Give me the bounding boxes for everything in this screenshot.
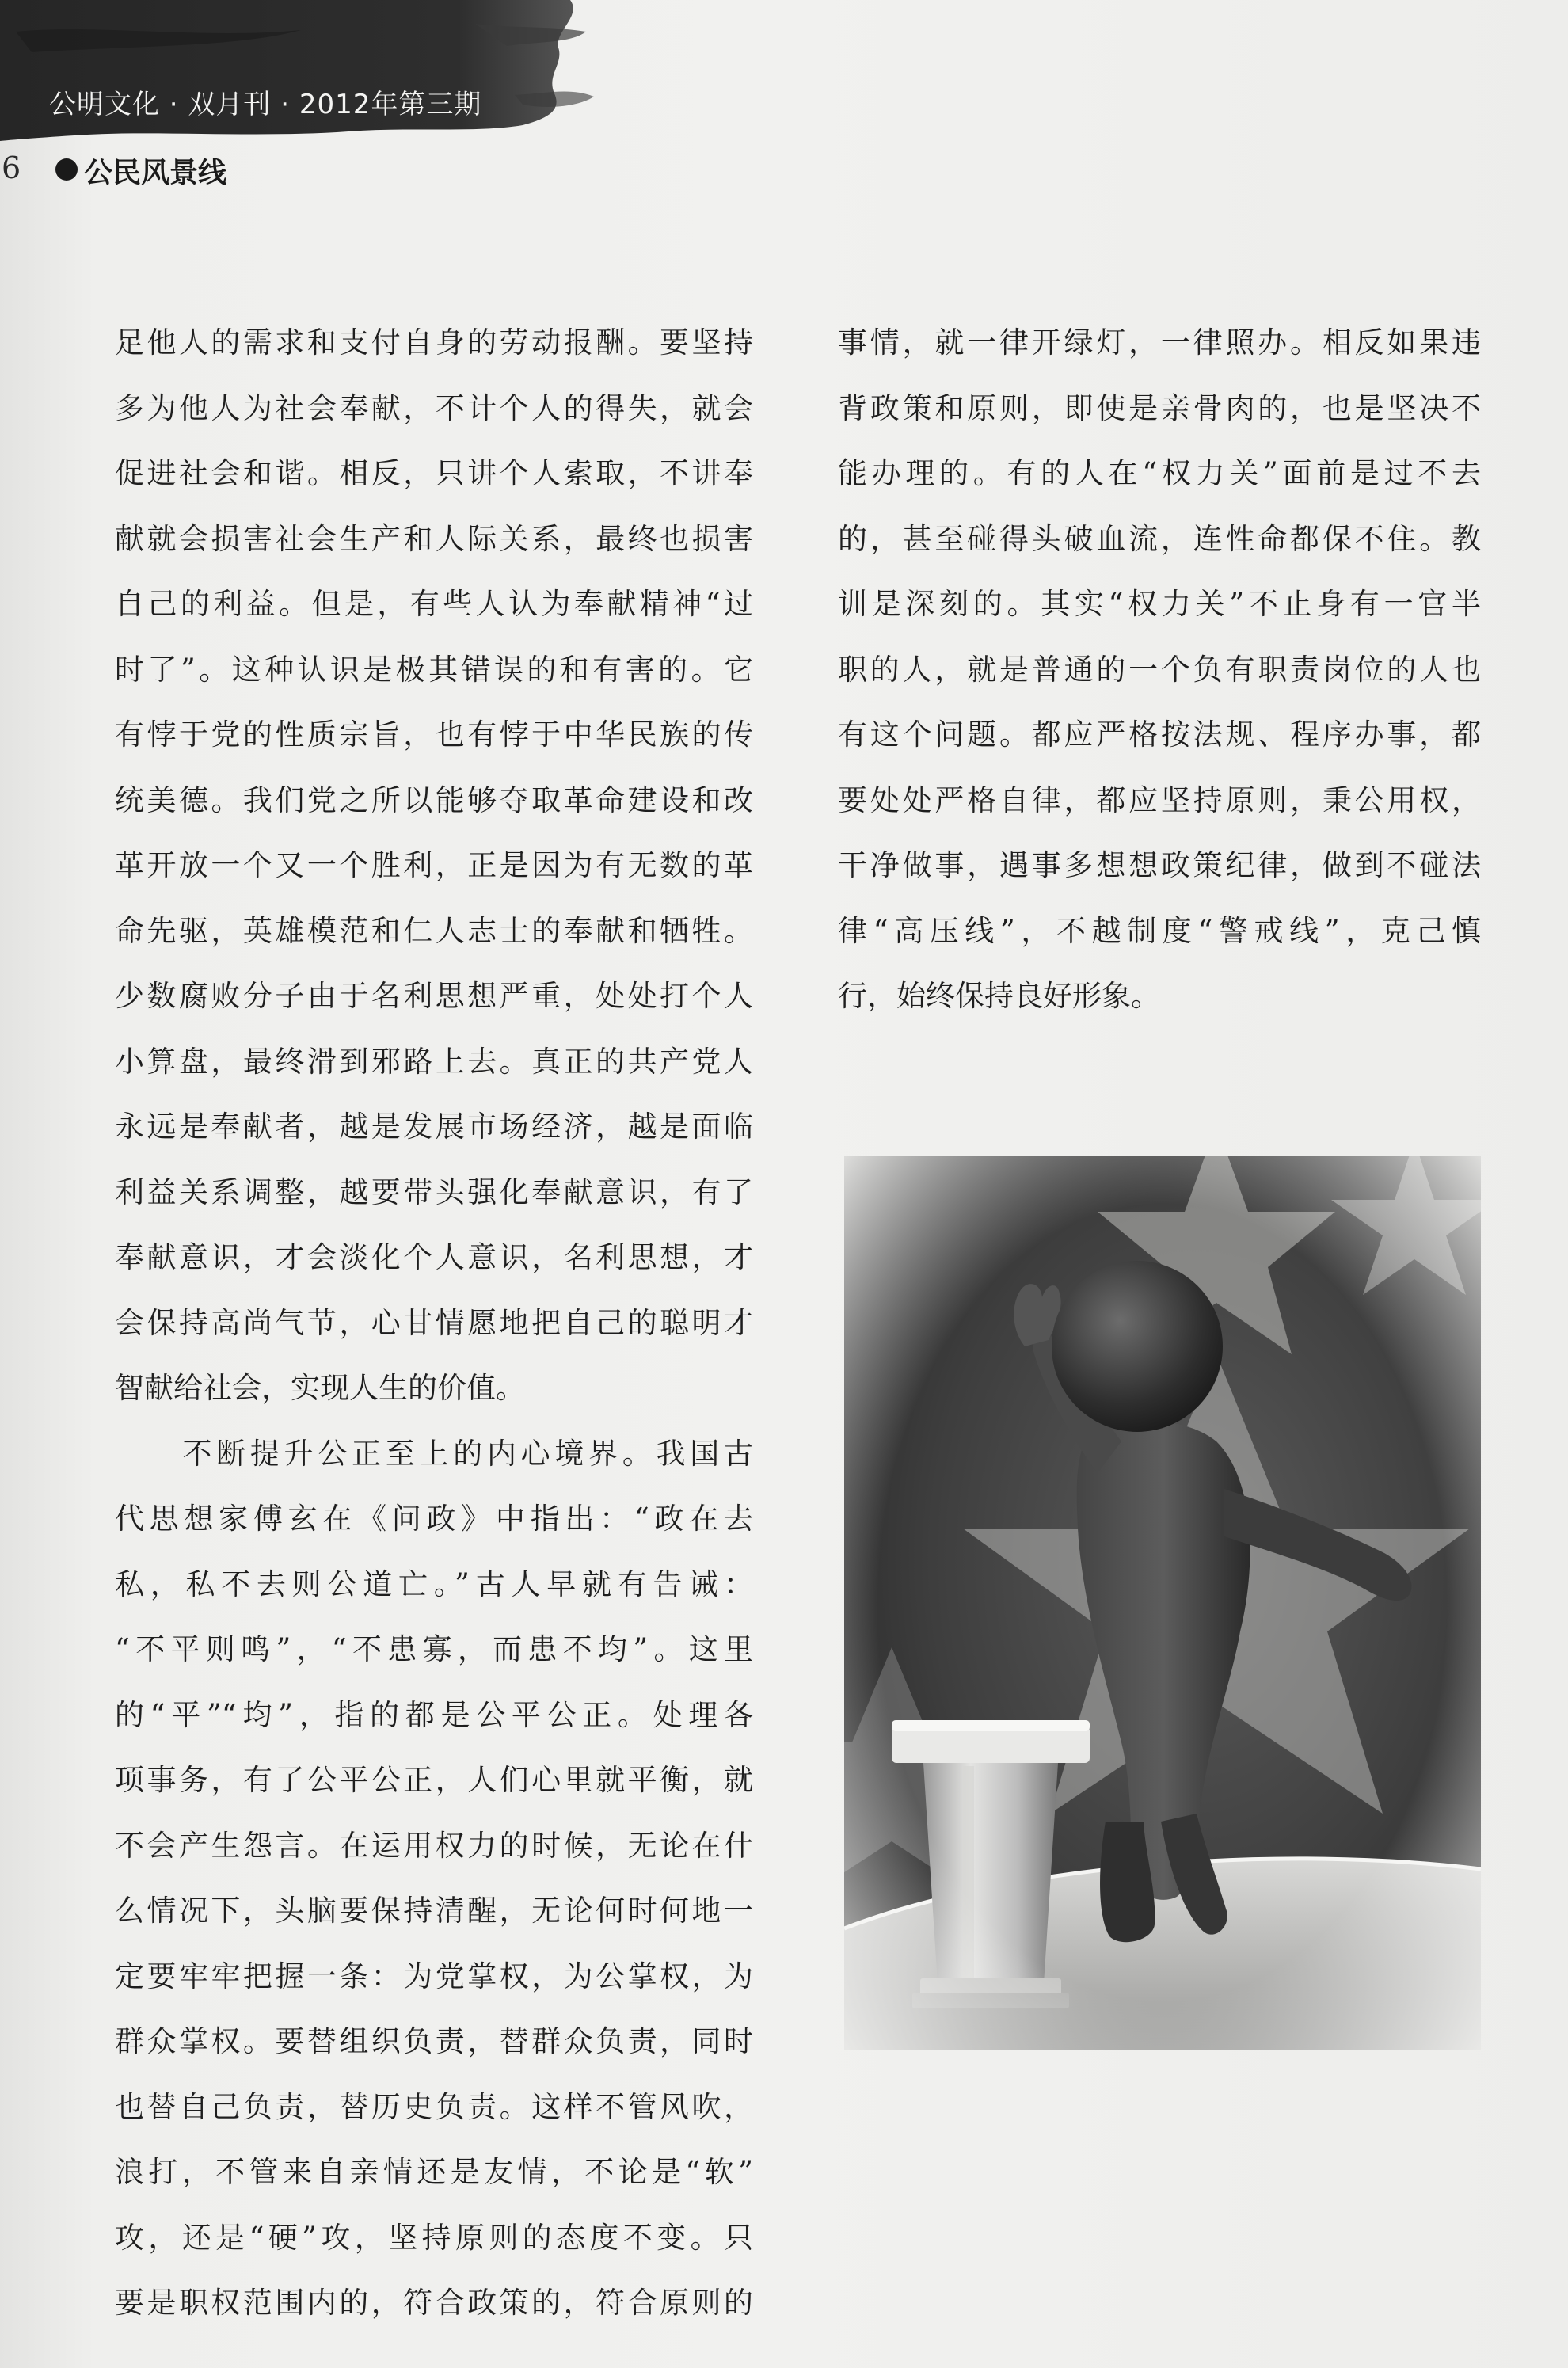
text-line: 攻，还是“硬”攻，坚持原则的态度不变。只 (115, 2220, 753, 2255)
text-line: 事情，就一律开绿灯，一律照办。相反如果违 (838, 326, 1481, 360)
text-line: 有悖于党的性质宗旨，也有悖于中华民族的传 (115, 718, 753, 752)
text-line: 职的人，就是普通的一个负有职责岗位的人也 (838, 652, 1481, 687)
text-line: 命先驱，英雄模范和仁人志士的奉献和牺牲。 (115, 913, 753, 948)
text-line: 革开放一个又一个胜利，正是因为有无数的革 (115, 848, 753, 882)
podium-speaker-illustration (844, 1156, 1481, 2050)
text-line: 群众掌权。要替组织负责，替群众负责，同时 (115, 2024, 753, 2058)
right-text-column (838, 310, 1481, 1030)
text-line: 项事务，有了公平公正，人们心里就平衡，就 (115, 1763, 753, 1797)
page-number: 6 (2, 150, 21, 185)
text-line: 要处处严格自律，都应坚持原则，秉公用权， (838, 782, 1481, 817)
text-line: 能办理的。有的人在“权力关”面前是过不去 (838, 456, 1481, 490)
text-line: 干净做事，遇事多想想政策纪律，做到不碰法 (838, 848, 1481, 882)
text-line: 会保持高尚气节，心甘情愿地把自己的聪明才 (115, 1305, 753, 1340)
text-line: 献就会损害社会生产和人际关系，最终也损害 (115, 521, 753, 556)
text-line: 有这个问题。都应严格按法规、程序办事，都 (838, 718, 1481, 752)
text-line: 利益关系调整，越要带头强化奉献意识，有了 (115, 1174, 753, 1209)
text-line: 背政策和原则，即使是亲骨肉的，也是坚决不 (838, 390, 1481, 425)
text-line: 自己的利益。但是，有些人认为奉献精神“过 (115, 587, 753, 621)
text-line: 的“平”“均”，指的都是公平公正。处理各 (115, 1697, 753, 1732)
text-line: 不会产生怨言。在运用权力的时候，无论在什 (115, 1828, 753, 1863)
text-line: 代思想家傅玄在《问政》中指出：“政在去 (115, 1502, 753, 1536)
text-line: 浪打，不管来自亲情还是友情，不论是“软” (115, 2155, 753, 2189)
text-line: 促进社会和谐。相反，只讲个人索取，不讲奉 (115, 456, 753, 490)
text-line: 么情况下，头脑要保持清醒，无论何时何地一 (115, 1894, 753, 1928)
section-title: 公民风景线 (84, 157, 227, 189)
left-text-column (115, 310, 753, 2336)
text-line: 奉献意识，才会淡化个人意识，名利思想，才 (115, 1240, 753, 1274)
text-line: 定要牢牢把握一条：为党掌权，为公掌权，为 (115, 1959, 753, 1993)
text-line: 足他人的需求和支付自身的劳动报酬。要坚持 (115, 326, 753, 360)
text-line: 训是深刻的。其实“权力关”不止身有一官半 (838, 587, 1481, 621)
text-line: “不平则鸣”，“不患寡，而患不均”。这里 (115, 1632, 753, 1666)
text-line: 行，始终保持良好形象。 (838, 979, 1160, 1013)
text-line: 也替自己负责，替历史负责。这样不管风吹， (115, 2089, 753, 2124)
header-brush-banner (0, 0, 602, 147)
speaker-at-podium-image (844, 1156, 1481, 2050)
brush-stroke-graphic (0, 0, 602, 147)
text-line: 多为他人为社会奉献，不计个人的得失，就会 (115, 390, 753, 425)
text-line: 律“高压线”，不越制度“警戒线”，克己慎 (838, 913, 1481, 948)
text-line: 私，私不去则公道亡。”古人早就有告诫： (115, 1567, 753, 1601)
text-line: 统美德。我们党之所以能够夺取革命建设和改 (115, 782, 753, 817)
text-line: 少数腐败分子由于名利思想严重，处处打个人 (115, 979, 753, 1013)
section-bullet-icon (55, 158, 78, 181)
text-line: 要是职权范围内的，符合政策的，符合原则的 (115, 2286, 753, 2320)
paragraph-start-line: 不断提升公正至上的内心境界。我国古 (115, 1436, 753, 1471)
text-line: 时了”。这种认识是极其错误的和有害的。它 (115, 652, 753, 687)
text-line: 小算盘，最终滑到邪路上去。真正的共产党人 (115, 1044, 753, 1079)
text-line: 的，甚至碰得头破血流，连性命都保不住。教 (838, 521, 1481, 556)
text-line: 智献给社会，实现人生的价值。 (115, 1371, 525, 1405)
journal-title: 公明文化 · 双月刊 · 2012年第三期 (49, 89, 482, 120)
text-line: 永远是奉献者，越是发展市场经济，越是面临 (115, 1110, 753, 1144)
